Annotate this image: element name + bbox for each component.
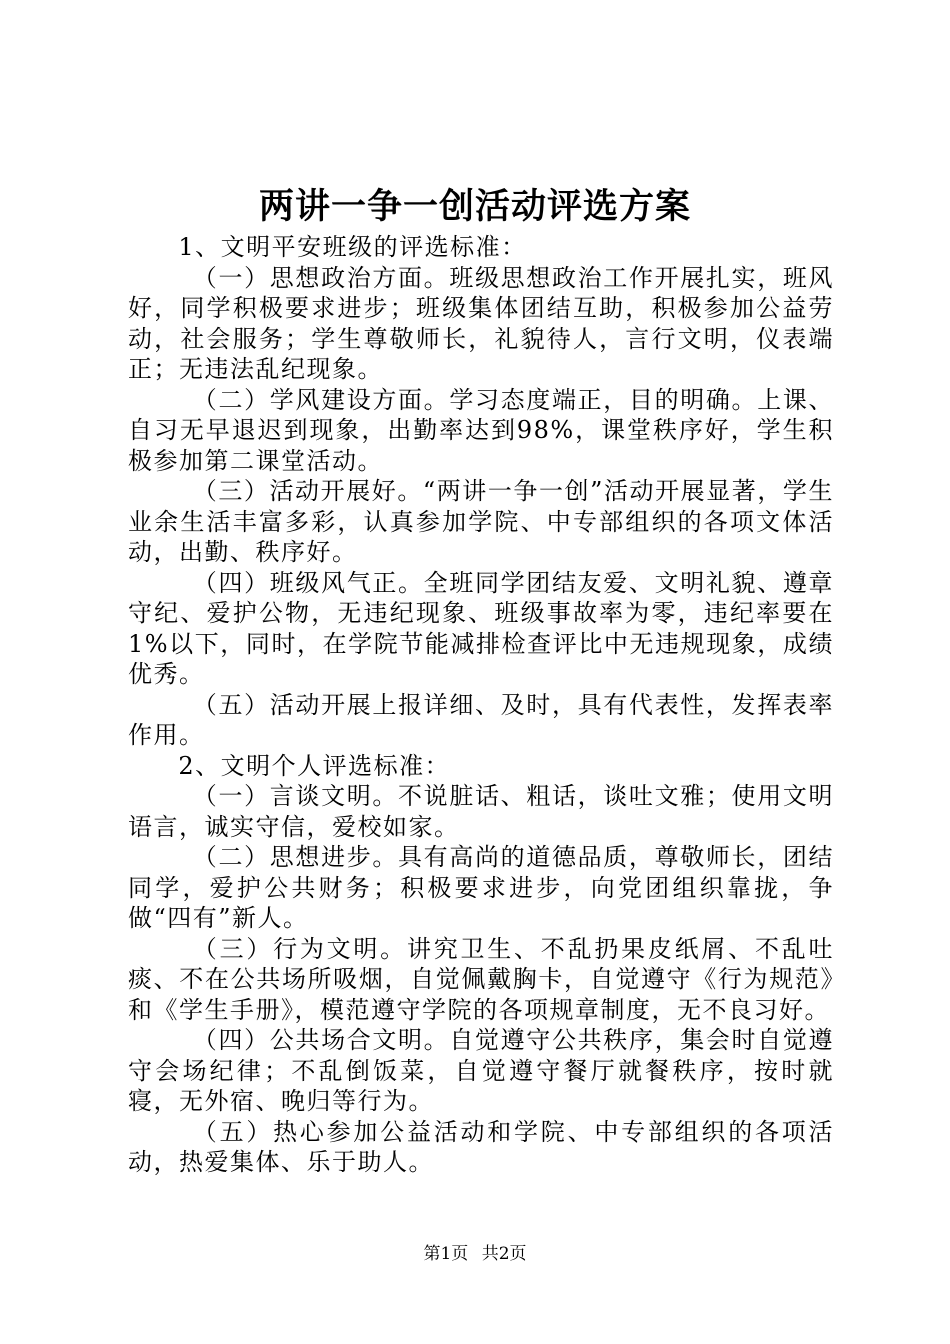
section-heading-1: 1、文明平安班级的评选标准： — [178, 233, 527, 261]
paragraph-class-criteria-1: （一）思想政治方面。班级思想政治工作开展扎实，班风好，同学积极要求进步；班级集体团结互助，积极参加公益劳动，社会服务；学生尊敬师长，礼貌待人，言行文明，仪表端正；无违法乱纪现象。 — [128, 263, 834, 383]
paragraph-individual-criteria-1: （一）言谈文明。不说脏话、粗话，谈吐文雅；使用文明语言，诚实守信，爱校如家。 — [128, 782, 834, 841]
page-total: 共2页 — [481, 1244, 527, 1264]
paragraph-class-criteria-4: （四）班级风气正。全班同学团结友爱、文明礼貌、遵章守纪、爱护公物，无违纪现象、班级事故率为零，违纪率要在1%以下，同时，在学院节能减排检查评比中无违规现象，成绩优秀。 — [128, 568, 834, 688]
section-heading-2: 2、文明个人评选标准： — [178, 751, 451, 780]
document-title: 两讲一争一创活动评选方案 — [258, 187, 691, 227]
paragraph-individual-criteria-3: （三）行为文明。讲究卫生、不乱扔果皮纸屑、不乱吐痰、不在公共场所吸烟，自觉佩戴胸卡，自觉遵守《行为规范》和《学生手册》，模范遵守学院的各项规章制度，无不良习好。 — [128, 934, 834, 1024]
paragraph-individual-criteria-5: （五）热心参加公益活动和学院、中专部组织的各项活动，热爱集体、乐于助人。 — [128, 1117, 834, 1176]
document-body — [128, 232, 834, 1178]
paragraph-individual-criteria-2: （二）思想进步。具有高尚的道德品质，尊敬师长，团结同学，爱护公共财务；积极要求进步，向党团组织靠拢，争做“四有”新人。 — [128, 843, 834, 932]
paragraph-class-criteria-3: （三）活动开展好。“两讲一争一创”活动开展显著，学生业余生活丰富多彩，认真参加学院、中专部组织的各项文体活动，出勤、秩序好。 — [128, 477, 834, 566]
paragraph-individual-criteria-4: （四）公共场合文明。自觉遵守公共秩序，集会时自觉遵守会场纪律；不乱倒饭菜，自觉遵守餐厅就餐秩序，按时就寝，无外宿、晚归等行为。 — [128, 1026, 834, 1115]
page-footer — [0, 1242, 950, 1266]
paragraph-class-criteria-5: （五）活动开展上报详细、及时，具有代表性，发挥表率作用。 — [128, 690, 834, 749]
page-number: 第1页 — [423, 1244, 469, 1264]
paragraph-class-criteria-2: （二）学风建设方面。学习态度端正，目的明确。上课、自习无早退迟到现象，出勤率达到98%，课堂秩序好，学生积极参加第二课堂活动。 — [128, 385, 834, 475]
